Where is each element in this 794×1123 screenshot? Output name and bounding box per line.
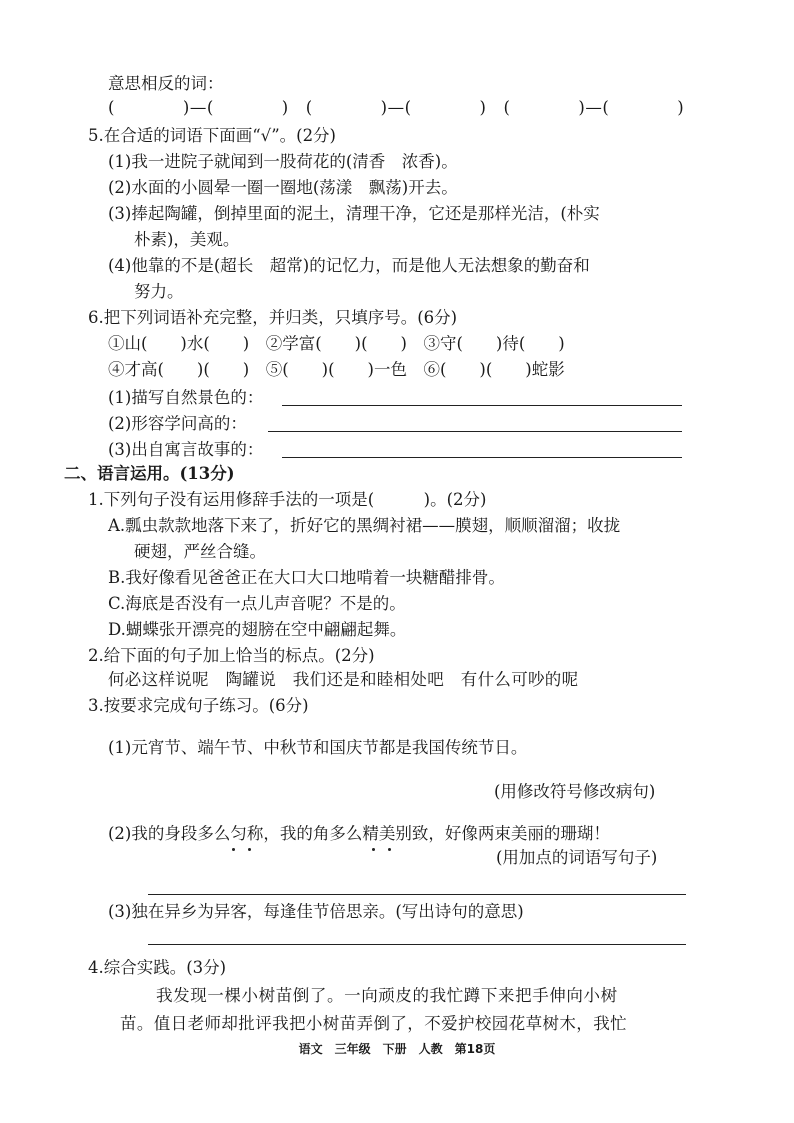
emphasis-dot	[372, 848, 375, 851]
s2-q2-title: 2.给下面的句子加上恰当的标点。(2分)	[88, 646, 375, 665]
antonym-label: 意思相反的词：	[108, 74, 224, 93]
s2-q4-title: 4.综合实践。(3分)	[88, 958, 227, 977]
s2-q1-option-b[interactable]: B.我好像看见爸爸正在大口大口地啃着一块糖醋排骨。	[108, 568, 505, 587]
s2-q3-sentence-2: (2)我的身段多么匀称，我的角多么精美别致，好像两束美丽的珊瑚！	[108, 824, 610, 843]
emphasis-dot	[232, 848, 235, 851]
antonym-blanks[interactable]: ( )—( ) ( )—( ) ( )—( )	[108, 98, 685, 117]
q6-title: 6.把下列词语补充完整，并归类，只填序号。(6分)	[88, 308, 458, 327]
q6-cat-1-answer-line[interactable]	[282, 405, 682, 406]
q6-cat-2-answer-line[interactable]	[268, 431, 682, 432]
q6-cat-3-label: (3)出自寓言故事的：	[108, 440, 264, 459]
q6-cat-1-label: (1)描写自然景色的：	[108, 388, 264, 407]
s2-q2-sentence[interactable]: 何必这样说呢 陶罐说 我们还是和睦相处吧 有什么可吵的呢	[108, 670, 579, 689]
q5-item-2[interactable]: (2)水面的小圆晕一圈一圈地(荡漾 飘荡)开去。	[108, 178, 458, 197]
q6-row-2[interactable]: ④才高( )( ) ⑤( )( )一色 ⑥( )( )蛇影	[108, 360, 565, 379]
section-2-title: 二、语言运用。(13分)	[64, 464, 235, 483]
page-footer: 语文 三年级 下册 人教 第18页	[298, 1042, 496, 1056]
s2-q3-sentence-2-requirement: (用加点的词语写句子)	[496, 848, 658, 867]
s2-q1-title[interactable]: 1.下列句子没有运用修辞手法的一项是( )。(2分)	[88, 490, 487, 509]
q5-item-4-cont: 努力。	[134, 282, 184, 301]
q6-cat-2-label: (2)形容学问高的：	[108, 414, 247, 433]
s2-q3-answer-line-2[interactable]	[148, 894, 686, 895]
q6-cat-3-answer-line[interactable]	[282, 457, 682, 458]
q5-title: 5.在合适的词语下面画“√”。(2分)	[88, 126, 336, 145]
s2-q3-sentence-1-requirement: (用修改符号修改病句)	[494, 782, 656, 801]
s2-q1-option-c[interactable]: C.海底是否没有一点儿声音呢？不是的。	[108, 594, 406, 613]
s2-q1-option-a[interactable]: A.瓢虫款款地落下来了，折好它的黑绸衬裙——膜翅，顺顺溜溜；收拢	[108, 516, 621, 535]
s2-q3-title: 3.按要求完成句子练习。(6分)	[88, 696, 309, 715]
q6-row-1[interactable]: ①山( )水( ) ②学富( )( ) ③守( )待( )	[108, 334, 565, 353]
s2-q3-answer-line-3[interactable]	[148, 944, 686, 945]
emphasis-dot	[248, 848, 251, 851]
s2-q4-paragraph-line-1: 我发现一棵小树苗倒了。一向顽皮的我忙蹲下来把手伸向小树	[156, 986, 618, 1005]
q5-item-3-cont[interactable]: 朴素)，美观。	[134, 230, 240, 249]
s2-q1-option-a-cont: 硬翅，严丝合缝。	[134, 542, 266, 561]
s2-q3-sentence-1[interactable]: (1)元宵节、端午节、中秋节和国庆节都是我国传统节日。	[108, 738, 528, 757]
s2-q1-option-d[interactable]: D.蝴蝶张开漂亮的翅膀在空中翩翩起舞。	[108, 620, 407, 639]
q5-item-4[interactable]: (4)他靠的不是(超长 超常)的记忆力，而是他人无法想象的勤奋和	[108, 256, 590, 275]
s2-q4-paragraph-line-2: 苗。值日老师却批评我把小树苗弄倒了，不爱护校园花草树木，我忙	[120, 1014, 627, 1033]
s2-q3-sentence-3: (3)独在异乡为异客，每逢佳节倍思亲。(写出诗句的意思)	[108, 902, 524, 921]
q5-item-3[interactable]: (3)捧起陶罐，倒掉里面的泥土，清理干净，它还是那样光洁，(朴实	[108, 204, 600, 223]
emphasis-dot	[388, 848, 391, 851]
q5-item-1[interactable]: (1)我一进院子就闻到一股荷花的(清香 浓香)。	[108, 152, 458, 171]
